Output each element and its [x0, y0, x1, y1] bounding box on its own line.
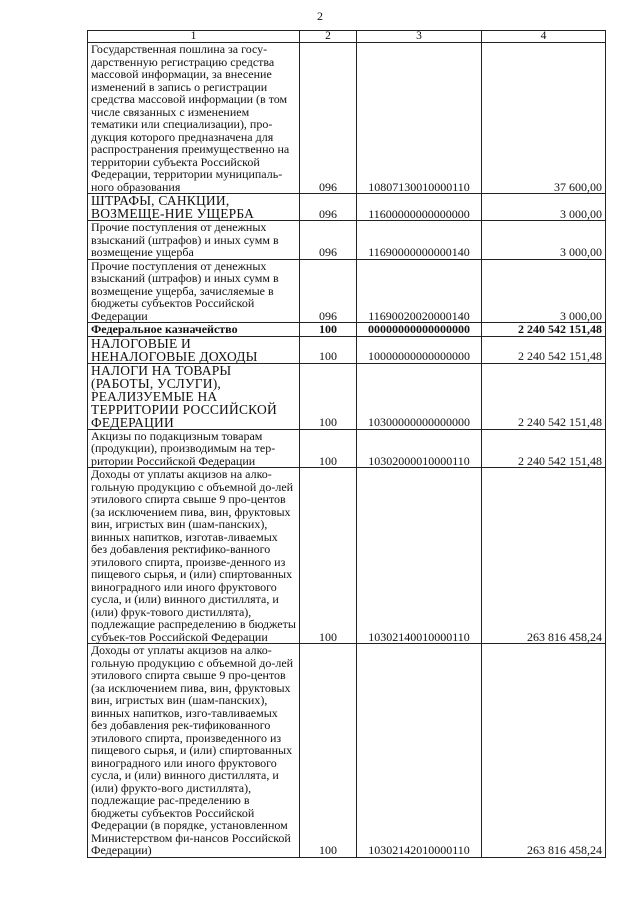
- table-row: [88, 644, 606, 858]
- row-amount: 37 600,00: [482, 43, 606, 194]
- row-budget-code: 10302000010000110: [357, 429, 482, 468]
- revenue-table: [87, 30, 606, 858]
- column-header: 1: [88, 31, 300, 43]
- row-budget-code: 10000000000000000: [357, 336, 482, 363]
- row-amount: 263 816 458,24: [482, 468, 606, 644]
- row-budget-code: 00000000000000000: [357, 323, 482, 337]
- row-name: НАЛОГИ НА ТОВАРЫ (РАБОТЫ, УСЛУГИ), РЕАЛИЗУЕМЫЕ НА ТЕРРИТОРИИ РОССИЙСКОЙ ФЕДЕРАЦИИ: [88, 363, 300, 429]
- row-name: Доходы от уплаты акцизов на алко-гольную продукцию с объемной до-лей этилового спирта свыше 9 про-центов (за исключением пива, вин, фруктовых вин, игристых вин (шам-панских), винных напитков, изготав-ливаемых без добавления ректифико-ванного этилового спирта, произве-денного из пищевого сырья, и (или) спиртованных виноградного или иного фруктового сусла, и (или) винного дистиллята, и (или) фрук-тового дистиллята), подлежащие распределению в бюджеты субъек-тов Российской Федерации: [88, 468, 300, 644]
- row-budget-code: 11690020020000140: [357, 259, 482, 323]
- row-amount: 3 000,00: [482, 259, 606, 323]
- table-row-administrator-total: [88, 323, 606, 337]
- row-budget-code: 10302140010000110: [357, 468, 482, 644]
- row-admin-code: 096: [300, 43, 357, 194]
- row-budget-code: 10300000000000000: [357, 363, 482, 429]
- row-admin-code: 100: [300, 429, 357, 468]
- table-row: [88, 221, 606, 260]
- row-name: НАЛОГОВЫЕ И НЕНАЛОГОВЫЕ ДОХОДЫ: [88, 336, 300, 363]
- column-header: 3: [357, 31, 482, 43]
- row-name: ШТРАФЫ, САНКЦИИ, ВОЗМЕЩЕ-НИЕ УЩЕРБА: [88, 194, 300, 221]
- column-header: 4: [482, 31, 606, 43]
- row-admin-code: 100: [300, 336, 357, 363]
- row-admin-code: 100: [300, 468, 357, 644]
- table-row: [88, 429, 606, 468]
- row-amount: 2 240 542 151,48: [482, 336, 606, 363]
- row-name: Прочие поступления от денежных взысканий (штрафов) и иных сумм в возмещение ущерба: [88, 221, 300, 260]
- table-header-row: [88, 31, 606, 43]
- table-row: [88, 363, 606, 429]
- row-amount: 2 240 542 151,48: [482, 363, 606, 429]
- row-amount: 3 000,00: [482, 221, 606, 260]
- table-row: [88, 194, 606, 221]
- table-row: [88, 259, 606, 323]
- row-name: Прочие поступления от денежных взысканий (штрафов) и иных сумм в возмещение ущерба, зачисляемые в бюджеты субъектов Российской Федерации: [88, 259, 300, 323]
- row-budget-code: 11690000000000140: [357, 221, 482, 260]
- row-name: Акцизы по подакцизным товарам (продукции), производимым на тер-ритории Российской Федерации: [88, 429, 300, 468]
- column-header: 2: [300, 31, 357, 43]
- row-admin-code: 100: [300, 323, 357, 337]
- row-budget-code: 11600000000000000: [357, 194, 482, 221]
- row-budget-code: 10807130010000110: [357, 43, 482, 194]
- row-name: Государственная пошлина за госу-дарственную регистрацию средства массовой информации, за внесение изменений в запись о регистрации средства массовой информации (в том числе связанных с изменением тематики или специализации), про-дукция которого предназначена для распространения преимущественно на территории субъекта Российской Федерации, территории муниципаль-ного образования: [88, 43, 300, 194]
- row-amount: 3 000,00: [482, 194, 606, 221]
- row-amount: 263 816 458,24: [482, 644, 606, 858]
- row-admin-code: 096: [300, 221, 357, 260]
- row-amount: 2 240 542 151,48: [482, 323, 606, 337]
- table-row: [88, 336, 606, 363]
- table-row: [88, 468, 606, 644]
- row-amount: 2 240 542 151,48: [482, 429, 606, 468]
- row-name: Доходы от уплаты акцизов на алко-гольную продукцию с объемной до-лей этилового спирта свыше 9 про-центов (за исключением пива, вин, фруктовых вин, игристых вин (шам-панских), винных напитков, изго-тавливаемых без добавления рек-тификованного этилового спирта, произведенного из пищевого сырья, и (или) спиртованных виноградного или иного фруктового сусла, и (или) винного дистиллята, и (или) фрукто-вого дистиллята), подлежащие рас-пределению в бюджеты субъектов Российской Федерации (в порядке, установленном Министерством фи-нансов Российской Федерации): [88, 644, 300, 858]
- row-admin-code: 096: [300, 259, 357, 323]
- row-admin-code: 096: [300, 194, 357, 221]
- row-admin-code: 100: [300, 363, 357, 429]
- row-budget-code: 10302142010000110: [357, 644, 482, 858]
- page-number: 2: [317, 9, 323, 23]
- row-admin-code: 100: [300, 644, 357, 858]
- table-row: [88, 43, 606, 194]
- row-name: Федеральное казначейство: [88, 323, 300, 337]
